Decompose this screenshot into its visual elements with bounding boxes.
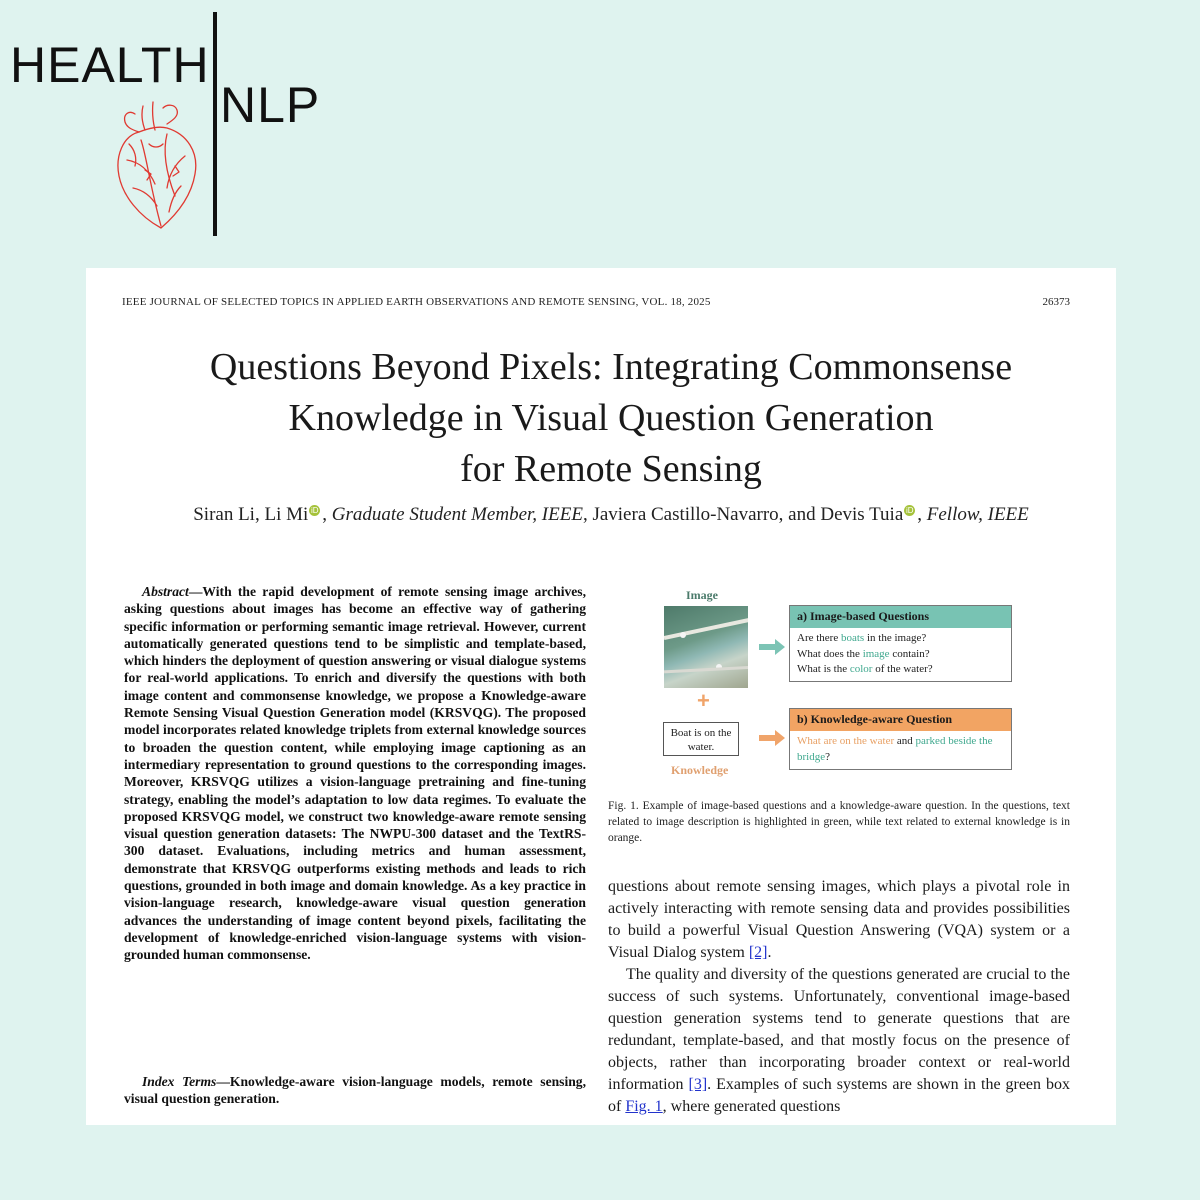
paragraph: questions about remote sensing images, which plays a pivotal role in actively interacting with remote sensing data and provides possibilities to build a powerful Visual Question Answering (VQA) system or a Visual Dialog system [2].: [608, 878, 1070, 961]
title-line: for Remote Sensing: [460, 448, 762, 490]
box-title: a) Image-based Questions: [790, 606, 1011, 628]
figure-knowledge-label: Knowledge: [671, 763, 729, 777]
image-based-questions-box: [789, 605, 1012, 682]
question-line: What are on the water and parked beside the bridge?: [797, 735, 993, 763]
author-role: Graduate Student Member, IEEE: [331, 504, 583, 525]
logo-divider: [213, 12, 217, 236]
question-line: What is the color of the water?: [797, 663, 933, 675]
title-line: Knowledge in Visual Question Generation: [288, 397, 934, 439]
paper-title: [106, 342, 1116, 495]
paragraph: The quality and diversity of the questions generated are crucial to the success of such systems. Unfortunately, conventional image-based question generation systems tend to generate questions that are redundant, template-based, and that mostly focus on the presence of objects, rather than incorporating broader context or real-world information [3]. Examples of such systems are shown in the green box of Fig. 1, where generated questions: [608, 966, 1070, 1115]
index-terms-text: —Knowledge-aware vision-language models, remote sensing, visual question generation.: [124, 1074, 586, 1107]
title-line: Questions Beyond Pixels: Integrating Commonsense: [209, 346, 1013, 388]
orcid-icon[interactable]: iD: [311, 505, 319, 515]
orcid-icon[interactable]: iD: [905, 505, 914, 515]
road-shape: [664, 666, 748, 674]
running-head: IEEE JOURNAL OF SELECTED TOPICS IN APPLIED EARTH OBSERVATIONS AND REMOTE SENSING, VOL. 18, 2025: [122, 296, 711, 308]
knowledge-box: Boat is on the water.: [663, 722, 739, 756]
abstract-text: —With the rapid development of remote sensing image archives, asking questions about images has become an effective way of gathering specific information or performing semantic image retrieval. However, current automatically generated questions tend to be simplistic and template-based, which hinders the deployment of question answering or visual dialogue systems for real-world applications. To enrich and diversify the questions with both image content and commonsense knowledge, we propose a Knowledge-aware Remote Sensing Visual Question Generation model (KRSVQG). The proposed model incorporates related knowledge triplets from external knowledge sources to broaden the question content, while employing image captioning as an intermediary representation to ground questions to the corresponding images. Moreover, KRSVQG utilizes a vision-language pretraining and fine-tuning strategy, enabling the model’s adaptation to low data regimes. To evaluate the proposed KRSVQG model, we construct two knowledge-aware remote sensing visual question generation datasets: The NWPU-300 dataset and the TextRS-300 dataset. Evaluations, including metrics and human assessment, demonstrate that KRSVQG outperforms existing methods and leads to rich questions, grounded in both image and domain knowledge. As a key practice in vision-language research, knowledge-aware visual question generation advances the understanding of image content beyond pixels, facilitating the development of knowledge-enriched vision-language systems with vision-grounded human commonsense.: [124, 584, 586, 963]
bridge-shape: [664, 617, 748, 640]
author-role: Fellow, IEEE: [926, 504, 1029, 525]
question-line: What does the image contain?: [797, 647, 930, 660]
figure-link[interactable]: Fig. 1: [625, 1098, 663, 1115]
authors-part: , Javiera Castillo-Navarro, and Devis Tuia: [582, 504, 904, 525]
citation-link[interactable]: [3]: [688, 1076, 708, 1093]
knowledge-aware-question-box: [789, 708, 1012, 770]
citation-link[interactable]: [2]: [748, 944, 768, 961]
author-list: Siran Li, Li Mi iD , Graduate Student Member, IEEE, Javiera Castillo-Navarro, and Devis Tuia iD , Fellow, IEEE: [193, 504, 1029, 525]
arrow-right-icon: [759, 735, 775, 741]
remote-sensing-image: [664, 606, 748, 688]
anatomical-heart-icon: [105, 100, 205, 235]
abstract: [124, 583, 586, 964]
index-terms-label: Index Terms: [142, 1074, 217, 1089]
page-number: 26373: [1042, 296, 1070, 308]
boat-shape: [680, 632, 686, 638]
authors-part: Siran Li, Li Mi: [193, 504, 309, 525]
logo-nlp-word: NLP: [220, 77, 321, 133]
question-line: Are there boats in the image?: [797, 632, 927, 644]
figure-image-label: Image: [686, 588, 718, 602]
box-title: b) Knowledge-aware Question: [790, 709, 1011, 731]
body-text: [608, 876, 1070, 1118]
index-terms: [124, 1073, 586, 1108]
arrow-right-icon: [759, 644, 775, 650]
logo-health-word: HEALTH: [10, 37, 210, 93]
figure-caption: Fig. 1. Example of image-based questions and a knowledge-aware question. In the questions, text related to image description is highlighted in green, while text related to external knowledge is in orange.: [608, 800, 1070, 844]
plus-icon: +: [697, 688, 710, 713]
paper-page: [86, 268, 1116, 1125]
abstract-label: Abstract: [142, 584, 189, 599]
